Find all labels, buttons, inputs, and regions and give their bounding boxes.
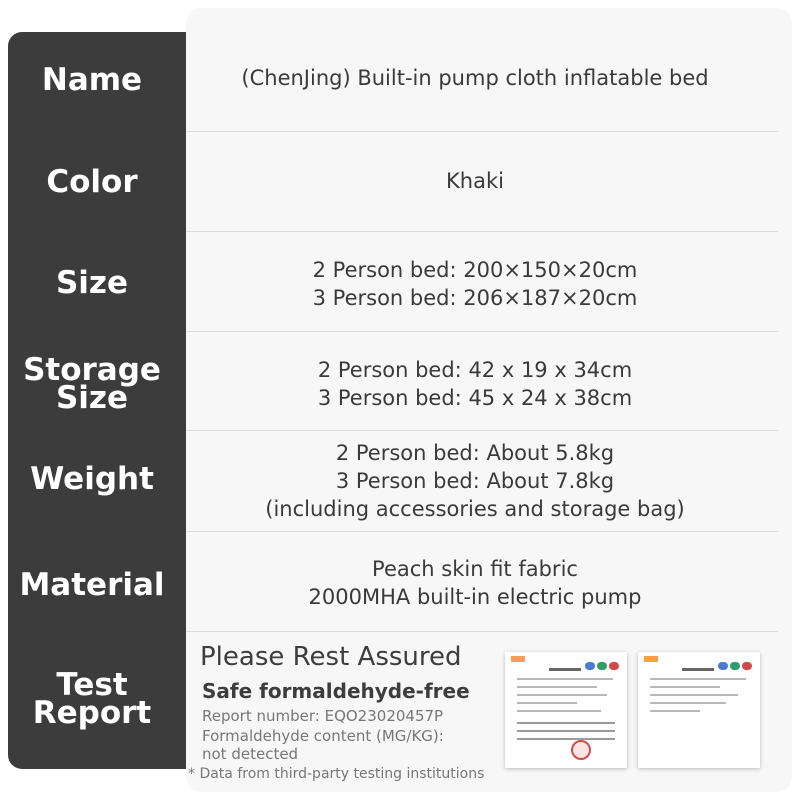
value-storage-size bbox=[186, 356, 764, 412]
label-size: Size bbox=[55, 265, 129, 301]
doc-text-line bbox=[650, 702, 726, 704]
doc-table-line bbox=[517, 738, 615, 740]
doc-title-line bbox=[682, 668, 714, 671]
doc-text-line bbox=[517, 694, 607, 696]
row-divider bbox=[186, 531, 778, 532]
row-divider bbox=[186, 131, 778, 132]
formaldehyde-content-label: Formaldehyde content (MG/KG): bbox=[202, 727, 444, 745]
red-stamp-icon bbox=[571, 740, 591, 760]
doc-text-line bbox=[650, 710, 700, 712]
lab-logo-icon bbox=[644, 656, 658, 662]
value-line: Peach skin fit fabric bbox=[372, 557, 578, 581]
row-divider bbox=[186, 631, 778, 632]
value-name bbox=[186, 64, 764, 92]
value-line: 3 Person bed: 45 x 24 x 38cm bbox=[317, 386, 633, 410]
value-line: 3 Person bed: 206×187×20cm bbox=[312, 286, 638, 310]
doc-text-line bbox=[517, 702, 577, 704]
test-report-subheading: Safe formaldehyde-free bbox=[202, 679, 470, 703]
value-line: 2 Person bed: 42 x 19 x 34cm bbox=[317, 358, 633, 382]
doc-table-line bbox=[517, 722, 615, 724]
label-material: Material bbox=[19, 567, 165, 603]
doc-text-line bbox=[650, 686, 720, 688]
value-line: Khaki bbox=[446, 169, 504, 193]
value-line: (ChenJing) Built-in pump cloth inflatable bed bbox=[241, 66, 709, 90]
certification-badges-icon bbox=[716, 655, 752, 674]
label-test-report: Test Report bbox=[32, 667, 152, 731]
label-name: Name bbox=[41, 62, 143, 98]
test-report-document-image bbox=[505, 652, 627, 768]
test-report-heading: Please Rest Assured bbox=[200, 642, 462, 672]
lab-logo-icon bbox=[511, 656, 525, 662]
doc-text-line bbox=[517, 678, 613, 680]
label-storage-size: Storage Size bbox=[23, 352, 161, 416]
label-color: Color bbox=[46, 164, 138, 200]
report-number: Report number: EQO23020457P bbox=[202, 707, 444, 725]
value-color bbox=[186, 167, 764, 195]
data-source-note: * Data from third-party testing institutions bbox=[188, 766, 485, 782]
value-weight bbox=[186, 439, 764, 523]
doc-text-line bbox=[517, 686, 597, 688]
row-divider bbox=[186, 231, 778, 232]
test-report-document-image bbox=[638, 652, 760, 768]
doc-text-line bbox=[650, 694, 738, 696]
doc-title-line bbox=[549, 668, 581, 671]
value-line: 2 Person bed: About 5.8kg bbox=[335, 441, 615, 465]
value-line: 2000MHA built-in electric pump bbox=[308, 585, 642, 609]
doc-table-line bbox=[517, 730, 615, 732]
doc-text-line bbox=[650, 678, 746, 680]
value-line: (including accessories and storage bag) bbox=[265, 497, 685, 521]
value-size bbox=[186, 256, 764, 312]
value-line: 2 Person bed: 200×150×20cm bbox=[312, 258, 638, 282]
formaldehyde-content-value: not detected bbox=[202, 745, 299, 763]
row-divider bbox=[186, 430, 778, 431]
row-divider bbox=[186, 331, 778, 332]
label-weight: Weight bbox=[30, 461, 154, 497]
value-line: 3 Person bed: About 7.8kg bbox=[335, 469, 615, 493]
doc-text-line bbox=[517, 710, 601, 712]
value-material bbox=[186, 555, 764, 611]
certification-badges-icon bbox=[583, 655, 619, 674]
